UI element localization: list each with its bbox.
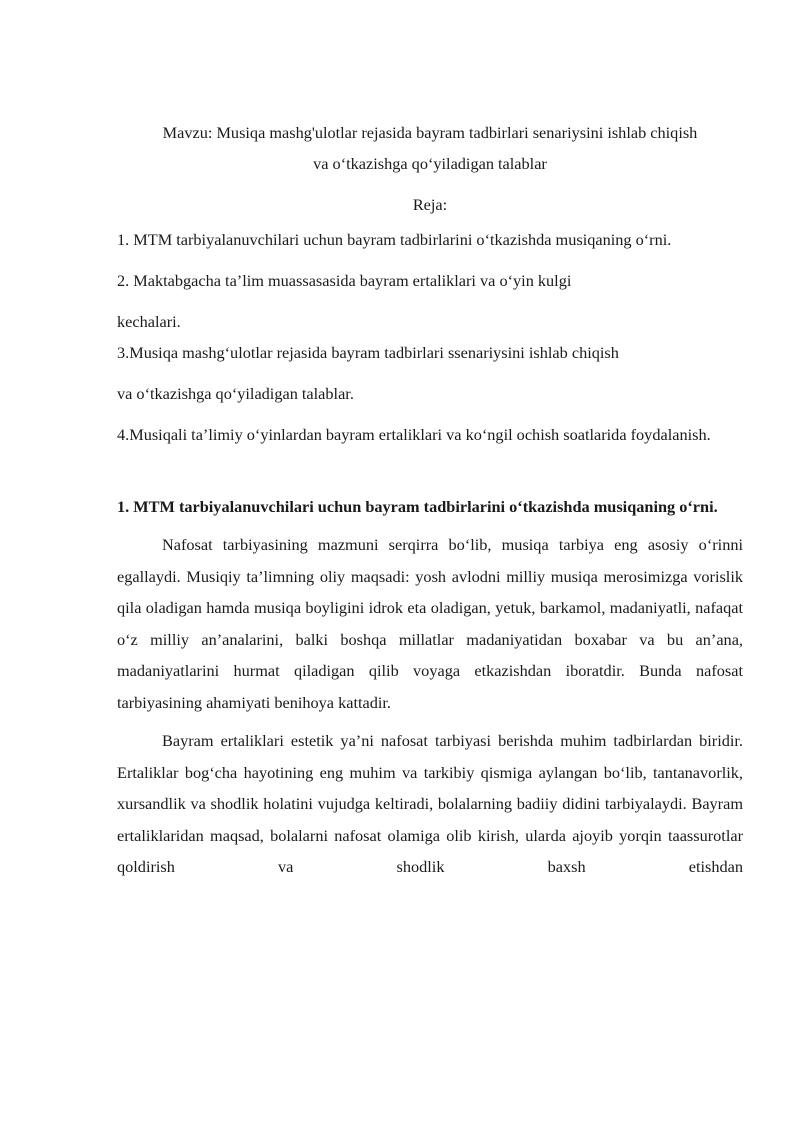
- document-title-line-1: Mavzu: Musiqa mashg'ulotlar rejasida bayram tadbirlari senariysini ishlab chiqish: [162, 123, 698, 142]
- plan-heading: Reja:: [412, 195, 448, 214]
- plan-item: 1. MTM tarbiyalanuvchilari uchun bayram tadbirlarini o‘tkazishda musiqaning o‘rni.: [117, 230, 672, 249]
- plan-item: 2. Maktabgacha ta’lim muassasasida bayram ertaliklari va o‘yin kulgi: [117, 271, 572, 290]
- plan-item: va o‘tkazishga qo‘yiladigan talablar.: [117, 384, 354, 403]
- plan-item: 4.Musiqali ta’limiy o‘yinlardan bayram ertaliklari va ko‘ngil ochish soatlarida foydalanish.: [117, 425, 711, 444]
- plan-list: [117, 224, 743, 450]
- plan-item: 3.Musiqa mashg‘ulotlar rejasida bayram tadbirlari ssenariysini ishlab chiqish: [117, 343, 619, 362]
- plan-item: kechalari.: [117, 312, 181, 331]
- section-heading: 1. MTM tarbiyalanuvchilari uchun bayram tadbirlarini o‘tkazishda musiqaning o‘rni.: [117, 497, 718, 516]
- document-title-line-2: va o‘tkazishga qo‘yiladigan talablar: [313, 154, 547, 173]
- body-paragraph: Bayram ertaliklari estetik ya’ni nafosat tarbiyasi berishda muhim tadbirlardan biridir. Ertaliklar bog‘cha hayotining eng muhim va tarkibiy qismiga aylangan bo‘lib, tantanavorlik, xursandlik va shodlik holatini vujudga keltiradi, bolalarning badiiy didini tarbiyalaydi. Bayram ertaliklaridan maqsad, bolalarni nafosat olamiga olib kirish, ularda ajoyib yorqin taassurotlar qoldirish va shodlik baxsh etishdan: [117, 731, 743, 876]
- body-paragraph: Nafosat tarbiyasining mazmuni serqirra bo‘lib, musiqa tarbiya eng asosiy o‘rinni egallaydi. Musiqiy ta’limning oliy maqsadi: yosh avlodni milliy musiqa merosimizga vorislik qila oladigan hamda musiqa boyligini idrok eta oladigan, yetuk, barkamol, madaniyatli, nafaqat o‘z milliy an’analarini, balki boshqa millatlar madaniyatidan boxabar va bu an’ana, madaniyatlarini hurmat qiladigan qilib voyaga etkazishdan iboratdir. Bunda nafosat tarbiyasining ahamiyati benihoya kattadir.: [117, 535, 743, 712]
- document-page: [117, 117, 743, 883]
